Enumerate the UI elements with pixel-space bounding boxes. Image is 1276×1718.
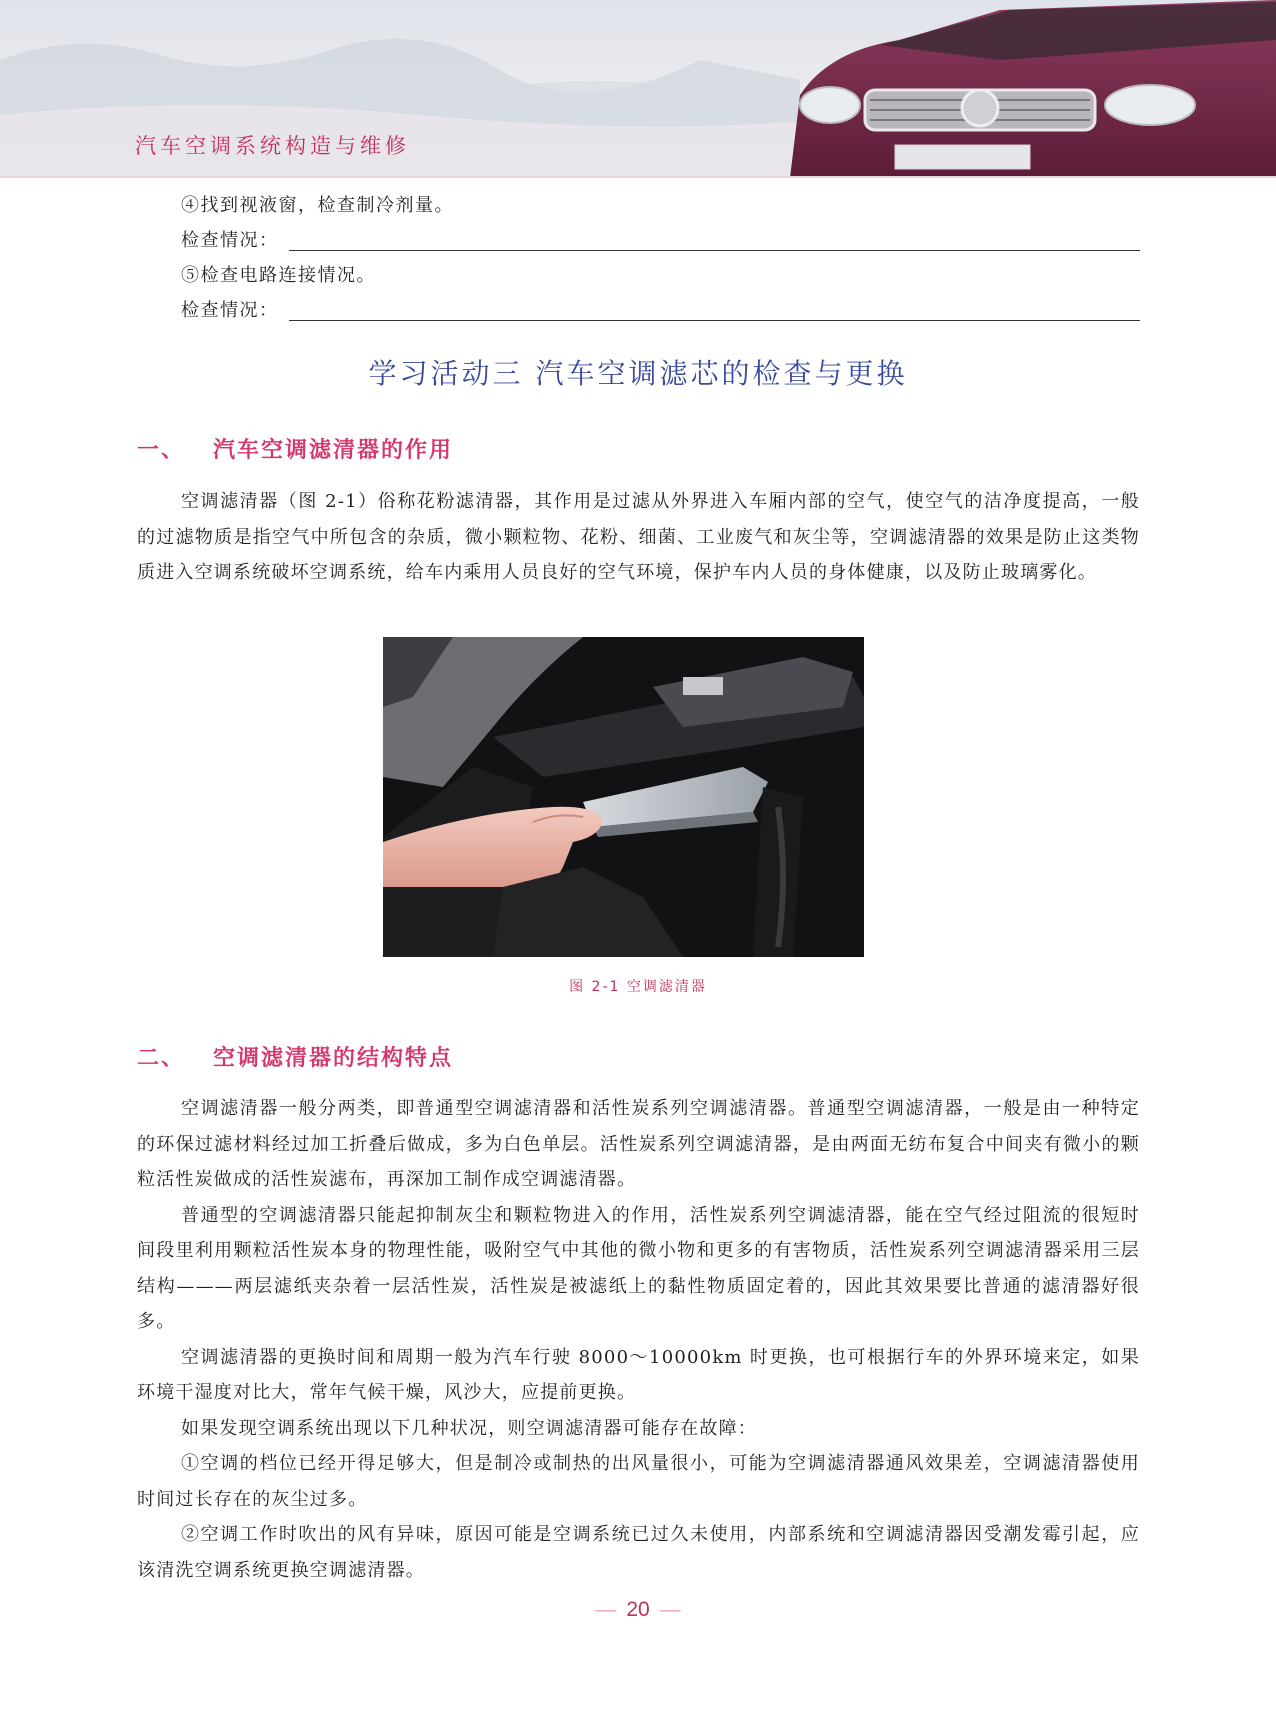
- check-label: 检查情况：: [181, 230, 279, 251]
- page-number-dash-right: —: [659, 1598, 681, 1621]
- paragraph: 空调滤清器（图 2-1）俗称花粉滤清器，其作用是过滤从外界进入车厢内部的空气，使空气的洁净度提高，一般的过滤物质是指空气中所包含的杂质，微小颗粒物、花粉、细菌、工业废气和灰尘等，空调滤清器的效果是防止这类物质进入空调系统破坏空调系统，给车内乘用人员良好的空气环境，保护车内人员的身体健康，以及防止玻璃雾化。: [137, 491, 1140, 583]
- check-result-row-1: [137, 223, 1140, 258]
- paragraph: 空调滤清器的更换时间和周期一般为汽车行驶 8000～10000km 时更换，也可根据行车的外界环境来定，如果环境干湿度对比大，常年气候干燥，风沙大，应提前更换。: [137, 1346, 1140, 1403]
- checklist: [137, 178, 1140, 328]
- air-filter-photo-illustration: [383, 637, 864, 957]
- paragraph: 如果发现空调系统出现以下几种状况，则空调滤清器可能存在故障：: [181, 1417, 757, 1439]
- section-number: 一、: [137, 438, 186, 463]
- section-number: 二、: [137, 1046, 186, 1071]
- figure-photo-air-filter: [383, 637, 864, 957]
- figure-caption: 图 2-1 空调滤清器: [569, 979, 707, 995]
- page-header: [0, 0, 1276, 178]
- book-title: 汽车空调系统构造与维修: [135, 134, 410, 158]
- check-result-row-2: [137, 293, 1140, 328]
- paragraph: 空调滤清器一般分两类，即普通型空调滤清器和活性炭系列空调滤清器。普通型空调滤清器，一般是由一种特定的环保过滤材料经过加工折叠后做成，多为白色单层。活性炭系列空调滤清器，是由两面无纺布复合中间夹有微小的颗粒活性炭做成的活性炭滤布，再深加工制作成空调滤清器。: [137, 1098, 1140, 1190]
- paragraph: 普通型的空调滤清器只能起抑制灰尘和颗粒物进入的作用，活性炭系列空调滤清器，能在空气经过阻流的很短时间段里利用颗粒活性炭本身的物理性能，吸附空气中其他的微小物和更多的有害物质，活性炭系列空调滤清器采用三层结构———两层滤纸夹杂着一层活性炭，活性炭是被滤纸上的黏性物质固定着的，因此其效果要比普通的滤清器好很多。: [137, 1204, 1140, 1332]
- section-2-body: [137, 1091, 1140, 1588]
- section-heading-2: [137, 1041, 453, 1072]
- page-number: [0, 1598, 1276, 1622]
- check-item-4: ④找到视液窗，检查制冷剂量。: [181, 195, 454, 216]
- check-item-5: ⑤检查电路连接情况。: [181, 265, 376, 286]
- paragraph: ①空调的档位已经开得足够大，但是制冷或制热的出风量很小，可能为空调滤清器通风效果差，空调滤清器使用时间过长存在的灰尘过多。: [137, 1453, 1140, 1510]
- activity-title: 学习活动三 汽车空调滤芯的检查与更换: [368, 357, 908, 390]
- section-title: 汽车空调滤清器的作用: [213, 438, 454, 463]
- page-number-dash-left: —: [595, 1598, 617, 1621]
- section-1-body: [137, 484, 1140, 591]
- fill-in-line[interactable]: [289, 250, 1140, 251]
- check-label: 检查情况：: [181, 300, 279, 321]
- page-number-value: 20: [626, 1598, 650, 1621]
- paragraph: ②空调工作时吹出的风有异味，原因可能是空调系统已过久未使用，内部系统和空调滤清器因受潮发霉引起，应该清洗空调系统更换空调滤清器。: [137, 1524, 1140, 1581]
- section-title: 空调滤清器的结构特点: [213, 1046, 454, 1071]
- fill-in-line[interactable]: [289, 320, 1140, 321]
- section-heading-1: [137, 433, 453, 464]
